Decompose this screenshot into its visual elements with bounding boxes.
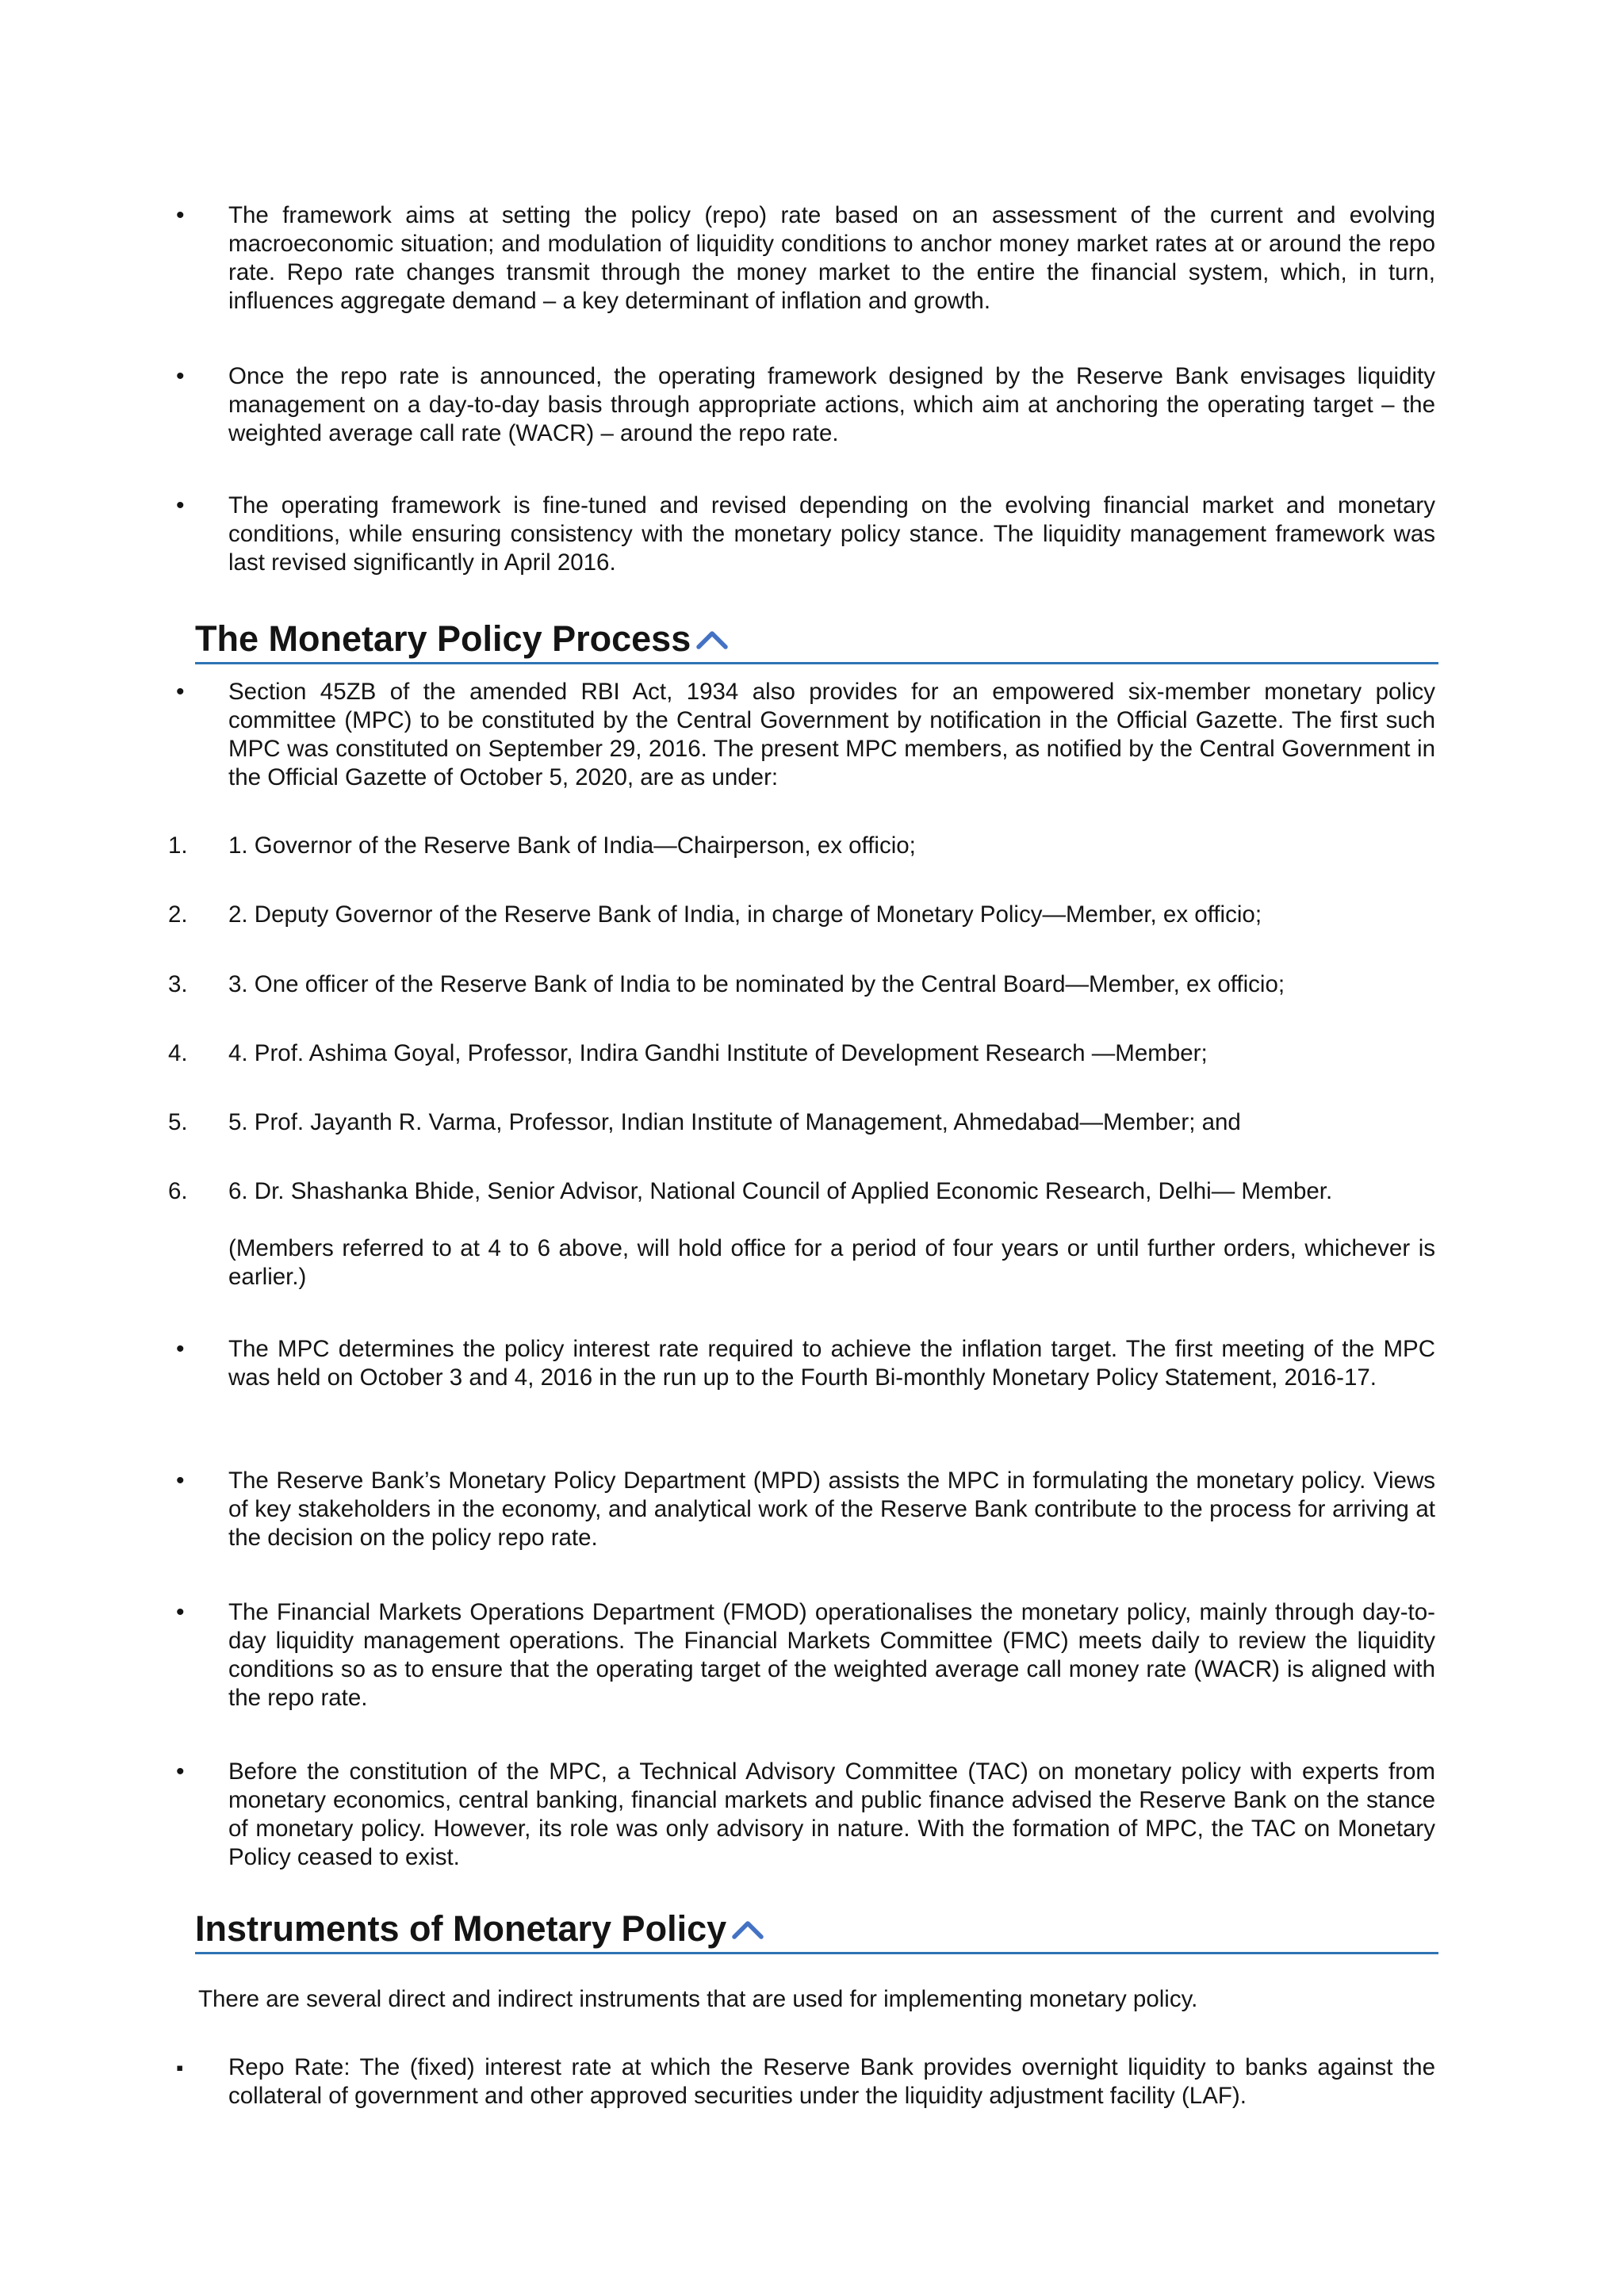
list-item [176, 678, 1435, 792]
member-item [168, 1108, 1435, 1137]
list-number: 6. [168, 1178, 188, 1204]
bullet-marker [176, 1598, 228, 1627]
member-text: 3. One officer of the Reserve Bank of India to be nominated by the Central Board—Member, ex officio; [228, 971, 1285, 997]
bullet-text: Before the constitution of the MPC, a Technical Advisory Committee (TAC) on monetary policy with experts from monetary economics, central banking, financial markets and public finance advised the Reserve Bank on the stance of monetary policy. However, its role was only advisory in nature. With the formation of MPC, the TAC on Monetary Policy ceased to exist. [228, 1758, 1435, 1870]
bullet-marker [176, 1758, 228, 1786]
chevron-up-icon[interactable] [731, 1917, 764, 1941]
list-item [176, 1598, 1435, 1712]
list-number: 4. [168, 1040, 188, 1066]
list-number: 5. [168, 1109, 188, 1135]
member-item [168, 970, 1435, 999]
member-text: 6. Dr. Shashanka Bhide, Senior Advisor, National Council of Applied Economic Research, Delhi— Member. [228, 1178, 1333, 1204]
member-item [168, 901, 1435, 929]
bullet-text: The MPC determines the policy interest rate required to achieve the inflation target. The first meeting of the MPC was held on October 3 and 4, 2016 in the run up to the Fourth Bi-monthly Monetary Policy Statement, 2016-17. [228, 1336, 1435, 1391]
bullet-text: The operating framework is fine-tuned and revised depending on the evolving financial market and monetary conditions, while ensuring consistency with the monetary policy stance. The liquidity management framework was last revised significantly in April 2016. [228, 492, 1435, 576]
list-item [176, 1335, 1435, 1392]
member-text: 4. Prof. Ashima Goyal, Professor, Indira Gandhi Institute of Development Research —Member; [228, 1040, 1208, 1066]
list-item [176, 1467, 1435, 1552]
chevron-up-icon[interactable] [695, 627, 729, 651]
bullet-marker [176, 492, 228, 520]
bullet-text: The framework aims at setting the policy (repo) rate based on an assessment of the current and evolving macroeconomic situation; and modulation of liquidity conditions to anchor money market rates at or around the repo rate. Repo rate changes transmit through the money market to the entire the financial system, which, in turn, influences aggregate demand – a key determinant of inflation and growth. [228, 202, 1435, 314]
bullet-marker [176, 1467, 228, 1495]
list-item [176, 201, 1435, 316]
bullet-text: Repo Rate: The (fixed) interest rate at which the Reserve Bank provides overnight liquidity to banks against the collateral of government and other approved securities under the liquidity adjustment facility (LAF). [228, 2054, 1435, 2109]
square-bullet-marker [176, 2053, 228, 2082]
member-item [168, 832, 1435, 860]
member-text: 2. Deputy Governor of the Reserve Bank of India, in charge of Monetary Policy—Member, ex officio; [228, 901, 1262, 928]
section-intro: There are several direct and indirect instruments that are used for implementing monetary policy. [198, 1986, 1198, 2012]
list-number: 1. [168, 832, 188, 859]
list-number: 2. [168, 901, 188, 928]
list-item [176, 1758, 1435, 1872]
section-title: Instruments of Monetary Policy [195, 1908, 727, 1949]
section-heading-instruments [195, 1908, 1438, 1954]
bullet-marker [176, 201, 228, 230]
member-item [168, 1039, 1435, 1068]
bullet-marker [176, 678, 228, 706]
bullet-text: The Financial Markets Operations Department (FMOD) operationalises the monetary policy, mainly through day-to-day liquidity management operations. The Financial Markets Committee (FMC) meets daily to review the liquidity conditions so as to ensure that the operating target of the weighted average call money rate (WACR) is aligned with the repo rate. [228, 1599, 1435, 1711]
bullet-text: Once the repo rate is announced, the operating framework designed by the Reserve Bank envisages liquidity management on a day-to-day basis through appropriate actions, which aim at anchoring the operating target – the weighted average call rate (WACR) – around the repo rate. [228, 363, 1435, 446]
member-text: 1. Governor of the Reserve Bank of India—Chairperson, ex officio; [228, 832, 916, 859]
list-item [176, 2053, 1435, 2110]
list-number: 3. [168, 971, 188, 997]
bullet-marker [176, 1335, 228, 1364]
members-note: (Members referred to at 4 to 6 above, will hold office for a period of four years or until further orders, whichever is earlier.) [228, 1235, 1435, 1290]
list-item [176, 492, 1435, 577]
bullet-text: Section 45ZB of the amended RBI Act, 1934 also provides for an empowered six-member monetary policy committee (MPC) to be constituted by the Central Government by notification in the Official Gazette. The first such MPC was constituted on September 29, 2016. The present MPC members, as notified by the Central Government in the Official Gazette of October 5, 2020, are as under: [228, 679, 1435, 790]
member-item [168, 1177, 1435, 1206]
section-heading-monetary-policy-process [195, 618, 1438, 664]
bullet-marker [176, 362, 228, 391]
section-title: The Monetary Policy Process [195, 618, 691, 659]
list-item [176, 362, 1435, 448]
member-text: 5. Prof. Jayanth R. Varma, Professor, Indian Institute of Management, Ahmedabad—Member; and [228, 1109, 1241, 1135]
bullet-text: The Reserve Bank’s Monetary Policy Department (MPD) assists the MPC in formulating the monetary policy. Views of key stakeholders in the economy, and analytical work of the Reserve Bank contribute to the process for arriving at the decision on the policy repo rate. [228, 1468, 1435, 1551]
